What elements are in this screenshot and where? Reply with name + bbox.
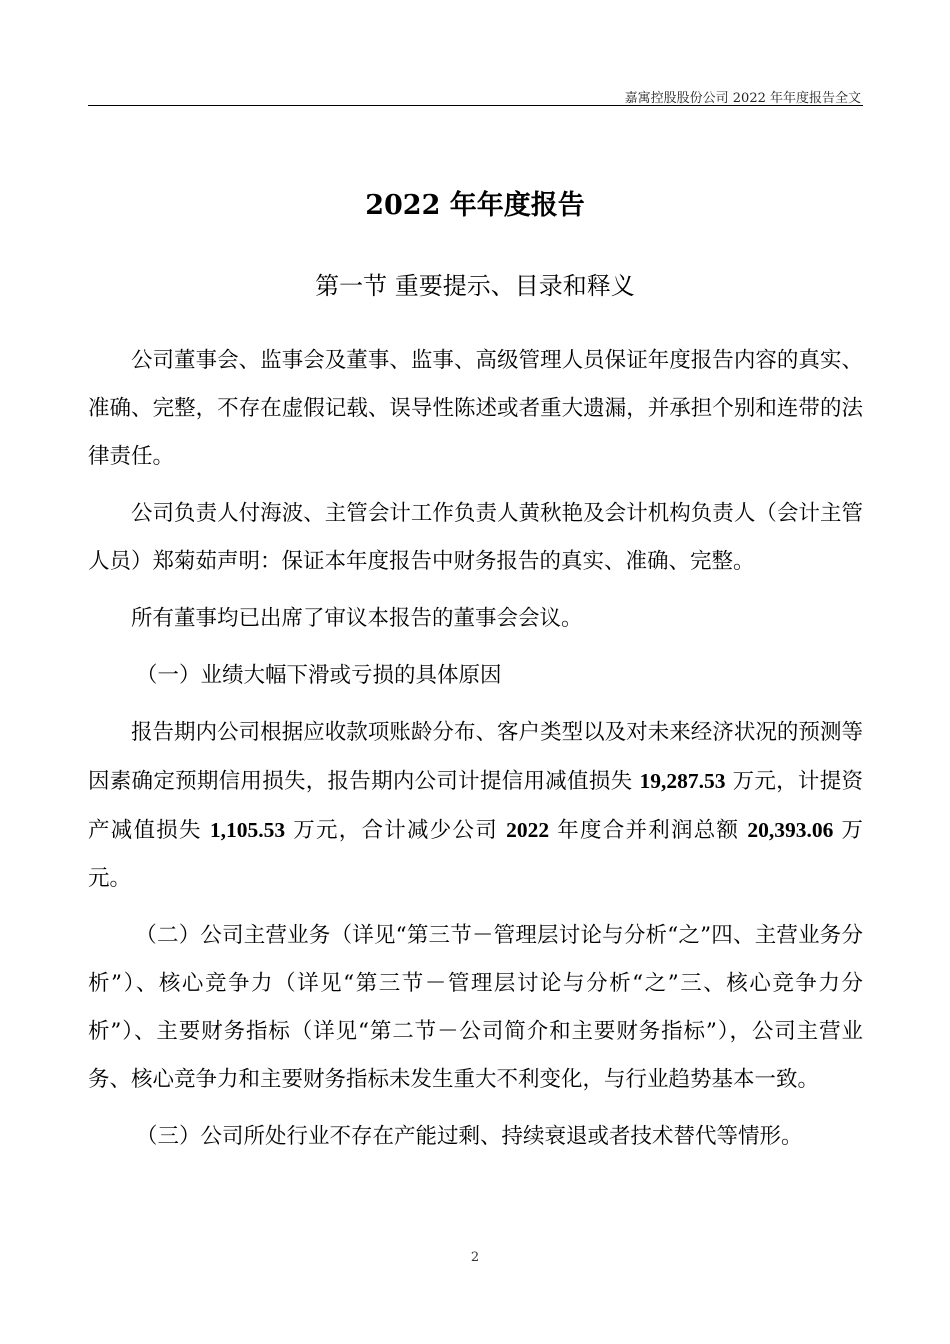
credit-impairment-value: 19,287.53	[639, 769, 726, 793]
fiscal-year-value: 2022	[506, 818, 550, 842]
paragraph-performance-reason	[88, 709, 863, 903]
text-segment: 万元，合计减少公司	[285, 818, 507, 843]
text-segment: 年度合并利润总额	[549, 818, 748, 843]
paragraph-attendance: 所有董事均已出席了审议本报告的董事会会议。	[131, 606, 583, 631]
section-title: 第一节 重要提示、目录和释义	[315, 272, 635, 300]
page-header	[88, 83, 863, 106]
total-profit-reduction-value: 20,393.06	[747, 818, 834, 842]
page-number: 2	[470, 1250, 480, 1265]
report-title: 2022 年年度报告	[365, 190, 585, 221]
text-segment: 万元。	[88, 818, 863, 891]
paragraph-declaration: 公司负责人付海波、主管会计工作负责人黄秋艳及会计机构负责人（会计主管人员）郑菊茹声明：保证本年度报告中财务报告的真实、准确、完整。	[88, 501, 863, 574]
text-segment: 报告期内公司根据应收款项账龄分布、客户类型以及对未来经济状况的预测等因素确定预期信用损失，报告期内公司计提信用减值损失	[88, 720, 863, 794]
paragraph-industry: （三）公司所处行业不存在产能过剩、持续衰退或者技术替代等情形。	[136, 1124, 803, 1149]
text-segment: 万元，计提资产减值损失	[88, 769, 863, 843]
header-text: 嘉寓控股股份公司 2022 年年度报告全文	[624, 91, 861, 106]
asset-impairment-value: 1,105.53	[209, 818, 286, 842]
paragraph-responsibility: 公司董事会、监事会及董事、监事、高级管理人员保证年度报告内容的真实、准确、完整，不存在虚假记载、误导性陈述或者重大遗漏，并承担个别和连带的法律责任。	[88, 348, 863, 469]
paragraph-main-business: （二）公司主营业务（详见“第三节－管理层讨论与分析“之”四、主营业务分析”）、核心竞争力（详见“第三节－管理层讨论与分析“之”三、核心竞争力分析”）、主要财务指标（详见“第二节－公司简介和主要财务指标”），公司主营业务、核心竞争力和主要财务指标未发生重大不利变化，与行业趋势基本一致。	[88, 923, 863, 1092]
document-body	[88, 337, 863, 1170]
subheading-performance: （一）业绩大幅下滑或亏损的具体原因	[136, 663, 502, 688]
